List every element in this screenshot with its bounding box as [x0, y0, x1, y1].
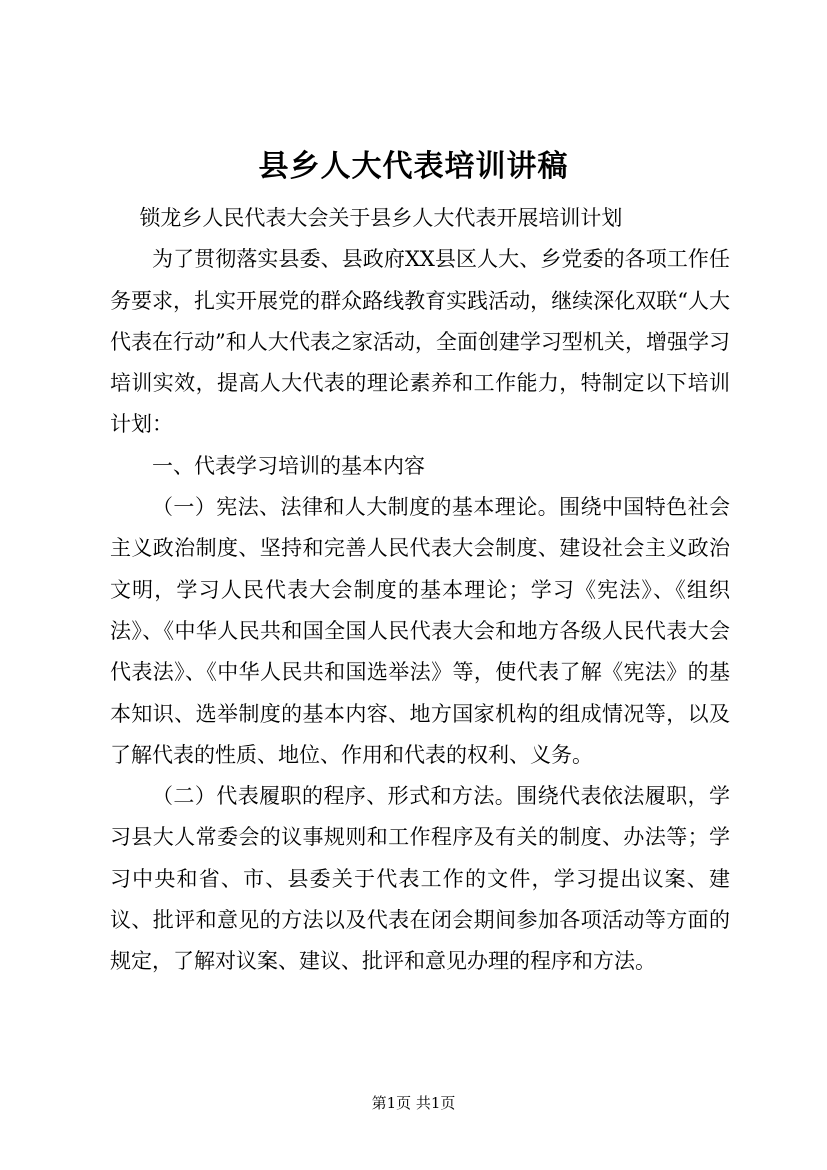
section-heading-1: 一、代表学习培训的基本内容 — [152, 453, 425, 478]
paragraph-item-1: （一）宪法、法律和人大制度的基本理论。围绕中国特色社会主义政治制度、坚持和完善人民代表大会制度、建设社会主义政治文明，学习人民代表大会制度的基本理论；学习《宪法》、《组织法》、《中华人民共和国全国人民代表大会和地方各级人民代表大会代表法》、《中华人民共和国选举法》等，使代表了解《宪法》的基本知识、选举制度的基本内容、地方国家机构的组成情况等，以及了解代表的性质、地位、作用和代表的权利、义务。 — [110, 495, 730, 767]
page-number: 第1页 共1页 — [371, 1094, 456, 1112]
document-body — [110, 198, 730, 983]
document-title: 县乡人大代表培训讲稿 — [258, 149, 569, 184]
paragraph-item-2: （二）代表履职的程序、形式和方法。围绕代表依法履职，学习县大人常委会的议事规则和工作程序及有关的制度、办法等；学习中央和省、市、县委关于代表工作的文件，学习提出议案、建议、批评和意见的方法以及代表在闭会期间参加各项活动等方面的规定，了解对议案、建议、批评和意见办理的程序和方法。 — [110, 784, 730, 974]
paragraph-intro: 为了贯彻落实县委、县政府XX县区人大、乡党委的各项工作任务要求，扎实开展党的群众路线教育实践活动，继续深化双联“人大代表在行动”和人大代表之家活动，全面创建学习型机关，增强学习培训实效，提高人大代表的理论素养和工作能力，特制定以下培训计划： — [110, 247, 730, 437]
document-subtitle: 锁龙乡人民代表大会关于县乡人大代表开展培训计划 — [139, 206, 623, 230]
